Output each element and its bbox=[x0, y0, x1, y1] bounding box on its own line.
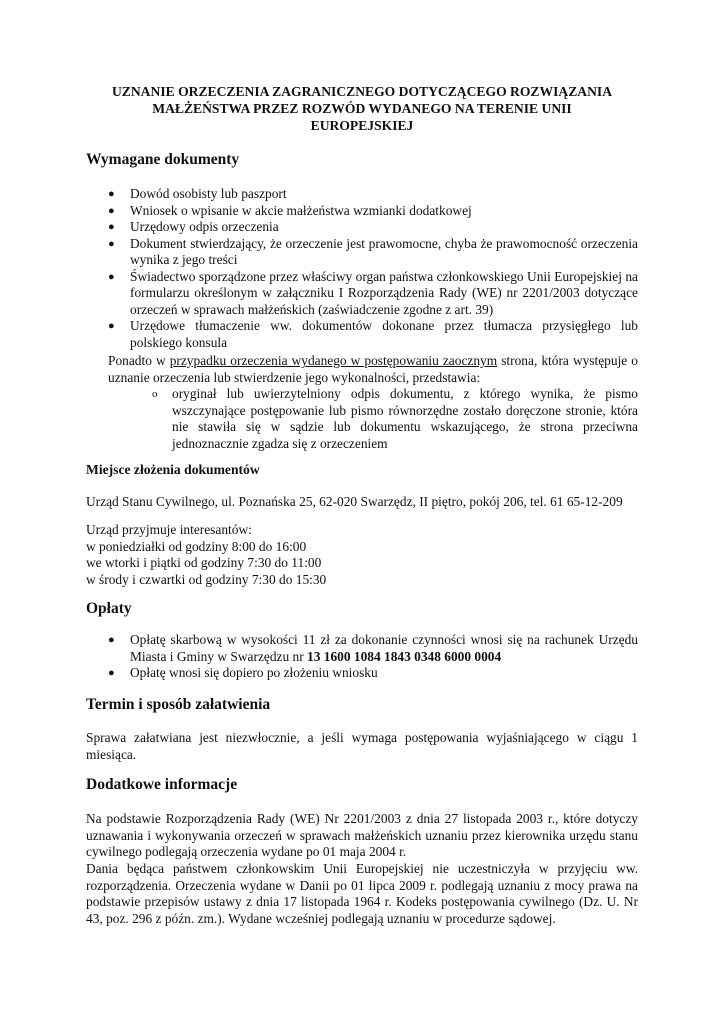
list-item: ● Opłatę skarbową w wysokości 11 zł za dokonanie czynności wnosi się na rachunek Urzędu Miasta i Gminy w Swarzędzu nr 13 1600 1084 1843 0348 6000 0004 bbox=[108, 632, 638, 664]
fees-heading: Opłaty bbox=[86, 600, 132, 617]
office-hours bbox=[86, 522, 638, 588]
document-title bbox=[80, 83, 644, 134]
hours-line: Urząd przyjmuje interesantów: bbox=[86, 522, 252, 537]
bullet-icon: ● bbox=[108, 270, 115, 283]
list-item: ● Opłatę wnosi się dopiero po złożeniu wniosku bbox=[108, 665, 378, 680]
list-item: ● Urzędowy odpis orzeczenia bbox=[108, 219, 279, 234]
bullet-icon: ● bbox=[108, 188, 115, 200]
hours-line: w środy i czwartki od godziny 7:30 do 15:30 bbox=[86, 571, 327, 587]
hours-line: w poniedziałki od godziny 8:00 do 16:00 bbox=[86, 538, 307, 554]
office-address: Urząd Stanu Cywilnego, ul. Poznańska 25, 62-020 Swarzędz, II piętro, pokój 206, tel. 61 65-12-209 bbox=[86, 494, 623, 509]
list-item: ● Dokument stwierdzający, że orzeczenie jest prawomocne, chyba że prawomocność orzeczenia wynika z jego treści bbox=[108, 235, 638, 267]
bank-account-number: 13 1600 1084 1843 0348 6000 0004 bbox=[307, 648, 502, 664]
list-item: ● Dowód osobisty lub paszport bbox=[108, 186, 287, 201]
bullet-icon: ● bbox=[108, 634, 115, 646]
list-item: ● Wniosek o wpisanie w akcie małżeństwa wzmianki dodatkowej bbox=[108, 202, 472, 218]
title-line-1: UZNANIE ORZECZENIA ZAGRANICZNEGO DOTYCZĄCEGO ROZWIĄZANIA bbox=[111, 84, 613, 99]
fees-list bbox=[108, 632, 638, 682]
bullet-icon: ● bbox=[108, 237, 115, 250]
default-judgment-link[interactable]: przypadku orzeczenia wydanego w postępowaniu zaocznym bbox=[169, 353, 498, 368]
default-judgment-subitem: o oryginał lub uwierzytelniony odpis dokumentu, z którego wynika, że pismo wszczynające postępowanie lub pismo równorzędne zostało doręczone stronie, która nie stawiła się w sądzie lub dokumentu wskazującego, że strona przeciwna jednoznacznie zgadza się z orzeczeniem bbox=[152, 386, 638, 451]
term-heading: Termin i sposób załatwienia bbox=[86, 696, 271, 713]
additional-info-paragraph-1: Na podstawie Rozporządzenia Rady (WE) Nr 2201/2003 z dnia 27 listopada 2003 r., które dotyczy uznawania i wykonywania orzeczeń w sprawach małżeńskich uznaniu przez kierownika urzędu stanu cywilnego podlegają orzeczenia wydane po 01 maja 2004 r. bbox=[86, 811, 638, 859]
hours-line: we wtorki i piątki od godziny 7:30 do 11:00 bbox=[86, 555, 322, 570]
circle-bullet-icon: o bbox=[152, 388, 158, 400]
bullet-icon: ● bbox=[108, 667, 115, 679]
title-line-2: MAŁŻEŃSTWA PRZEZ ROZWÓD WYDANEGO NA TERENIE UNII bbox=[152, 101, 572, 116]
bullet-icon: ● bbox=[108, 320, 115, 332]
list-item: ● Urzędowe tłumaczenie ww. dokumentów dokonane przez tłumacza przysięgłego lub polskiego konsula bbox=[108, 318, 638, 350]
submission-place-heading: Miejsce złożenia dokumentów bbox=[86, 462, 260, 477]
bullet-icon: ● bbox=[108, 221, 115, 233]
required-documents-heading: Wymagane dokumenty bbox=[86, 151, 240, 168]
bullet-icon: ● bbox=[108, 204, 115, 217]
title-line-3: EUROPEJSKIEJ bbox=[310, 118, 414, 133]
list-item: ● Świadectwo sporządzone przez właściwy organ państwa członkowskiego Unii Europejskiej na formularzu określonym w załączniku I Rozporządzenia Rady (WE) nr 2201/2003 dotyczące orzeczeń w sprawach małżeńskich (zaświadczenie zgodne z art. 39) bbox=[108, 268, 638, 317]
additional-info-heading: Dodatkowe informacje bbox=[86, 776, 238, 793]
additional-info-paragraph-2: Dania będąca państwem członkowskim Unii Europejskiej nie uczestniczyła w przyjęciu ww. rozporządzenia. Orzeczenia wydane w Danii po 01 lipca 2009 r. podlegają uznaniu z mocy prawa na podstawie przepisów ustawy z dnia 17 listopada 1964 r. Kodeks postępowania cywilnego (Dz. U. Nr 43, poz. 296 z późn. zm.). Wydane wcześniej podlegają uznaniu w procedurze sądowej. bbox=[86, 861, 638, 926]
required-documents-list bbox=[108, 186, 638, 351]
term-text: Sprawa załatwiana jest niezwłocznie, a jeśli wymaga postępowania wyjaśniającego w ciągu 1 miesiąca. bbox=[86, 730, 638, 762]
default-judgment-paragraph: Ponadto w przypadku orzeczenia wydanego w postępowaniu zaocznym strona, która występuje o uznanie orzeczenia lub stwierdzenie jego wykonalności, przedstawia: bbox=[108, 353, 638, 385]
